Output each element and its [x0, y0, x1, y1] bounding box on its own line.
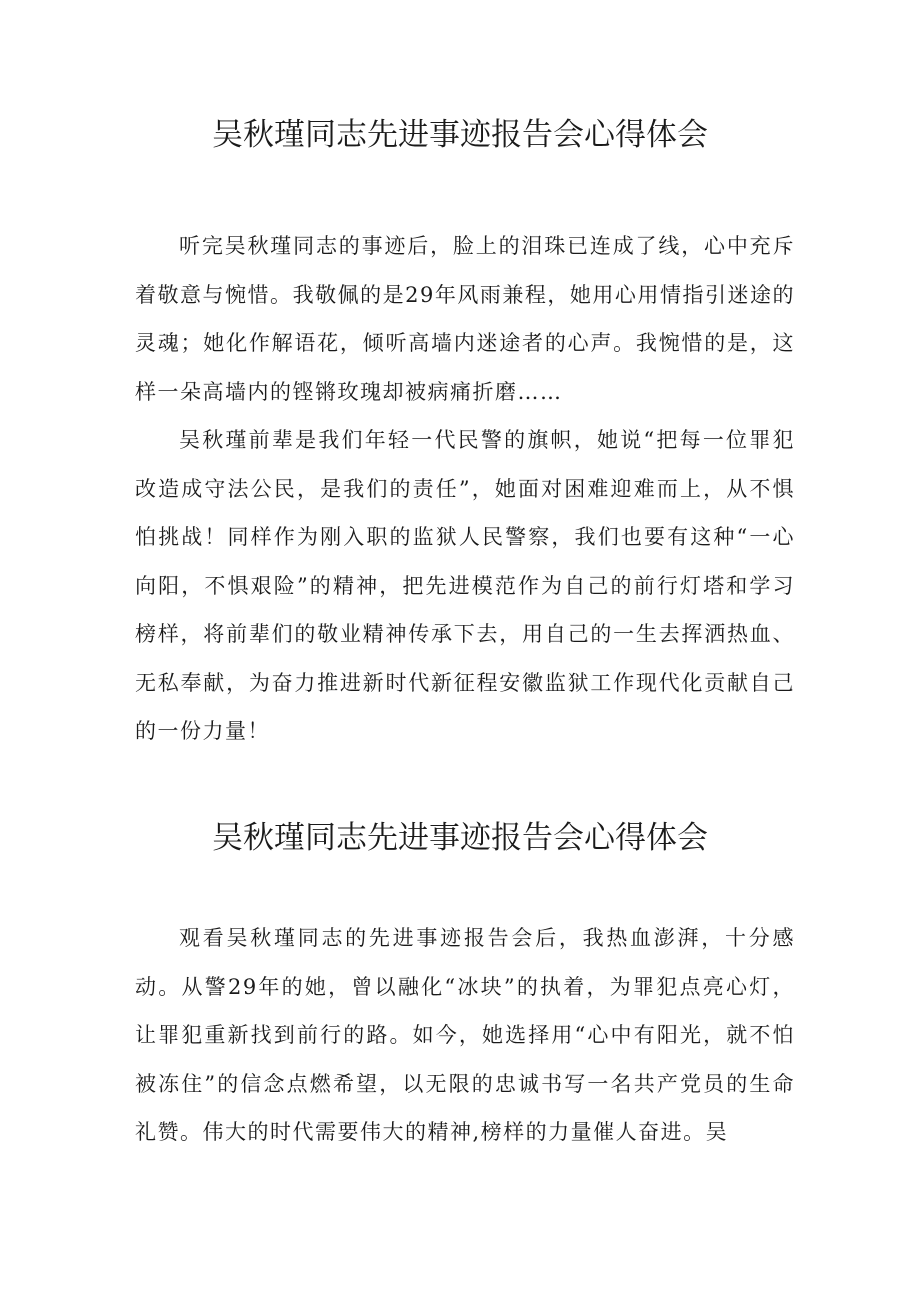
section-2-paragraph-1: 观看吴秋瑾同志的先进事迹报告会后，我热血澎湃，十分感动。从警29年的她，曾以融化“冰块”的执着，为罪犯点亮心灯，让罪犯重新找到前行的路。如今，她选择用“心中有阳光，就不怕被冻住”的信念点燃希望，以无限的忠诚书写一名共产党员的生命礼赞。伟大的时代需要伟大的精神,榜样的力量催人奋进。吴	[135, 926, 795, 1144]
section-1-body	[135, 222, 795, 756]
section-1-title: 吴秋瑾同志先进事迹报告会心得体会	[212, 117, 708, 153]
section-1-paragraph-1: 听完吴秋瑾同志的事迹后，脸上的泪珠已连成了线，心中充斥着敬意与惋惜。我敬佩的是29年风雨兼程，她用心用情指引迷途的灵魂；她化作解语花，倾听高墙内迷途者的心声。我惋惜的是，这样一朵高墙内的铿锵玫瑰却被病痛折磨……	[135, 234, 795, 404]
section-2-body	[135, 914, 795, 1157]
section-2-title: 吴秋瑾同志先进事迹报告会心得体会	[212, 820, 708, 856]
section-1-paragraph-2: 吴秋瑾前辈是我们年轻一代民警的旗帜，她说“把每一位罪犯改造成守法公民，是我们的责任”，她面对困难迎难而上，从不惧怕挑战！同样作为刚入职的监狱人民警察，我们也要有这种“一心向阳，不惧艰险”的精神，把先进模范作为自己的前行灯塔和学习榜样，将前辈们的敬业精神传承下去，用自己的一生去挥洒热血、无私奉献，为奋力推进新时代新征程安徽监狱工作现代化贡献自己的一份力量！	[135, 428, 795, 743]
